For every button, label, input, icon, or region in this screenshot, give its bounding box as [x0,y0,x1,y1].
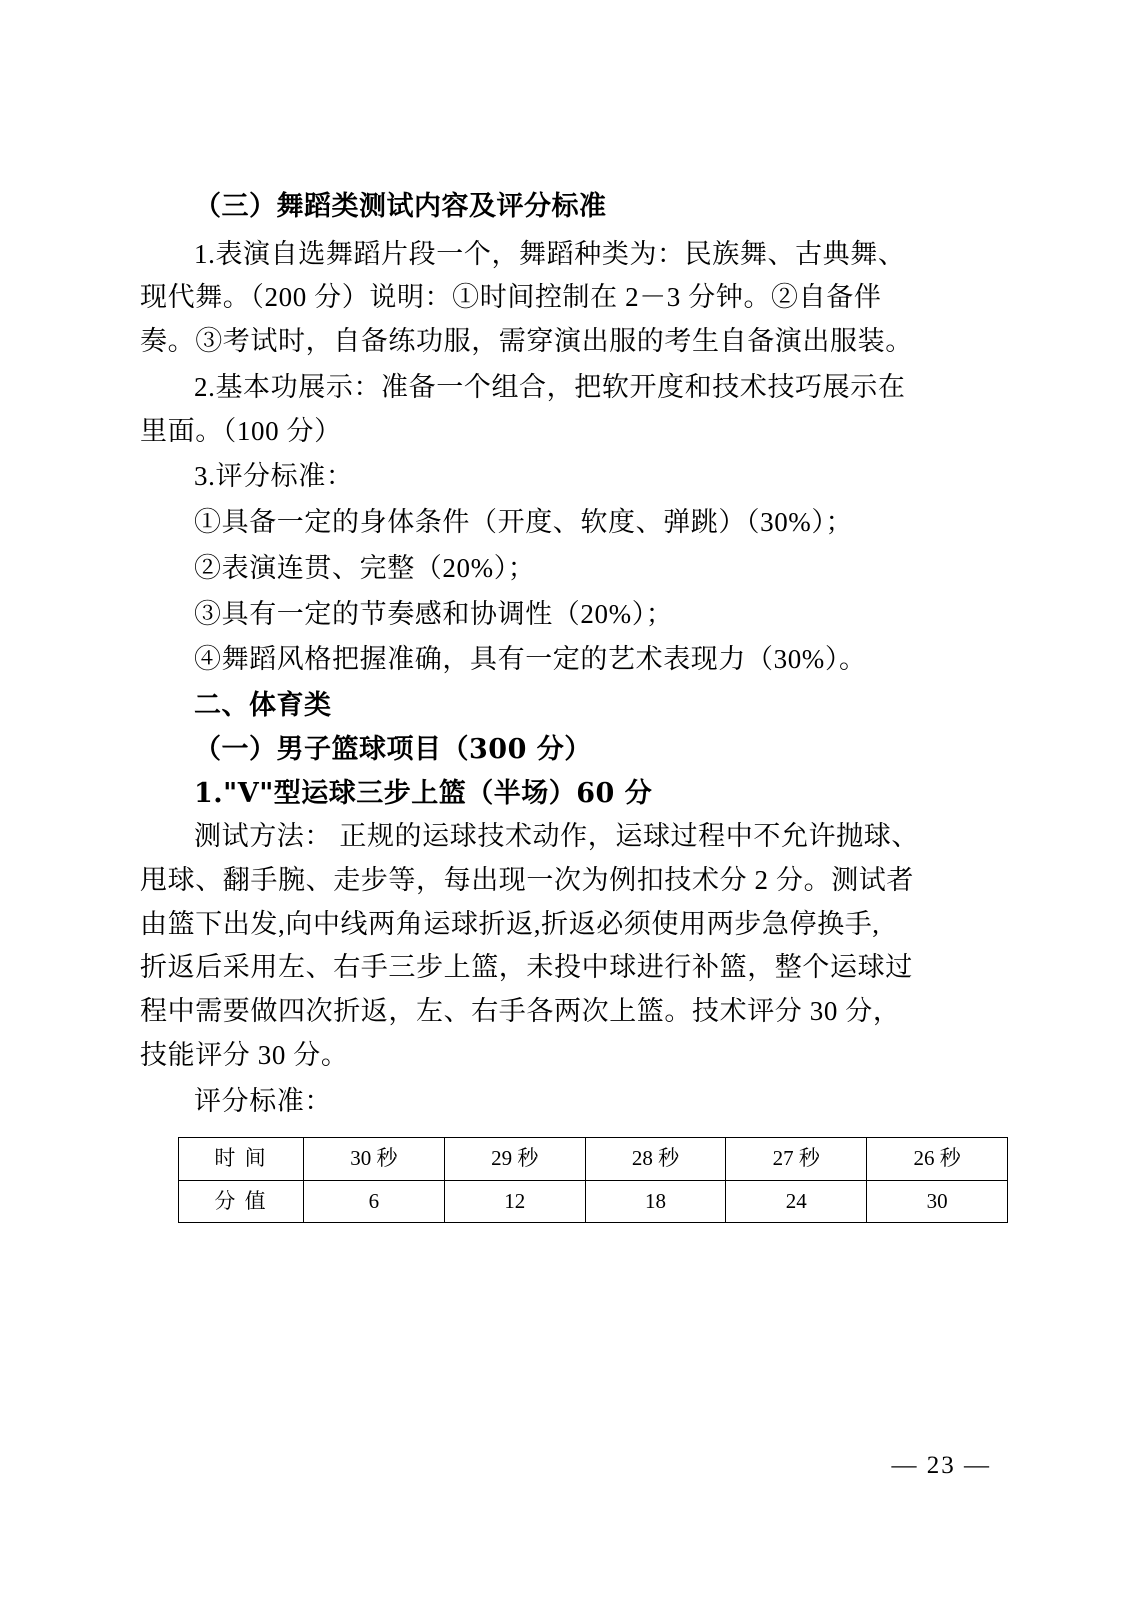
text-line: ③具有一定的节奏感和协调性（20%）； [194,598,674,629]
text-line: 现代舞。（200 分）说明：①时间控制在 2－3 分钟。②自备伴 [140,282,882,313]
text-line: ④舞蹈风格把握准确，具有一定的艺术表现力（30%）。 [194,644,867,675]
section-heading-dance: （三）舞蹈类测试内容及评分标准 [194,191,607,222]
table-cell: 27 秒 [726,1138,867,1180]
text-line: 程中需要做四次折返，左、右手各两次上篮。技术评分 30 分， [140,996,901,1027]
text-line: 2.基本功展示：准备一个组合，把软开度和技术技巧展示在 [194,371,906,402]
text-line: 奏。③考试时，自备练功服，需穿演出服的考生自备演出服装。 [140,326,913,357]
table-row [179,1138,1008,1180]
section-heading-basketball-item: 1."V"型运球三步上篮（半场）60 分 [194,777,653,809]
text-line: 里面。（100 分） [140,415,342,446]
text-line: 测试方法： 正规的运球技术动作，运球过程中不允许抛球、 [194,821,919,852]
scoring-table [178,1137,1008,1222]
text-line: 1.表演自选舞蹈片段一个，舞蹈种类为：民族舞、古典舞、 [194,238,906,269]
table-cell: 18 [585,1180,726,1222]
section-heading-basketball: （一）男子篮球项目（300 分） [194,733,592,765]
table-row-label: 分 值 [179,1180,304,1222]
paragraph-dance-item-2 [140,366,991,453]
paragraph-basketball-method [140,815,991,1077]
table-cell: 6 [304,1180,445,1222]
text-line: 评分标准： [194,1085,332,1116]
text-line: 甩球、翻手腕、走步等，每出现一次为例扣技术分 2 分。测试者 [140,865,914,896]
paragraph-dance-item-1 [140,233,991,364]
table-row-label: 时 间 [179,1138,304,1180]
paragraph-dance-criteria-1 [140,501,991,545]
table-row [179,1180,1008,1222]
text-line: 由篮下出发,向中线两角运球折返,折返必须使用两步急停换手, [140,908,880,939]
paragraph-scoring-label [140,1080,991,1124]
page-number: — 23 — [891,1452,991,1479]
table-cell: 30 [867,1180,1008,1222]
text-line: ②表演连贯、完整（20%）； [194,552,536,583]
paragraph-dance-criteria-4 [140,638,991,682]
paragraph-dance-item-3 [140,455,991,499]
text-line: ①具备一定的身体条件（开度、软度、弹跳）（30%）； [194,507,854,538]
table-cell: 29 秒 [444,1138,585,1180]
text-line: 技能评分 30 分。 [140,1039,349,1070]
table-cell: 26 秒 [867,1138,1008,1180]
paragraph-dance-criteria-3 [140,593,991,637]
text-line: 折返后采用左、右手三步上篮，未投中球进行补篮，整个运球过 [140,952,913,983]
table-cell: 30 秒 [304,1138,445,1180]
paragraph-dance-criteria-2 [140,547,991,591]
text-line: 3.评分标准： [194,461,354,492]
section-heading-sports: 二、体育类 [194,690,332,722]
table-cell: 24 [726,1180,867,1222]
table-cell: 28 秒 [585,1138,726,1180]
table-cell: 12 [444,1180,585,1222]
